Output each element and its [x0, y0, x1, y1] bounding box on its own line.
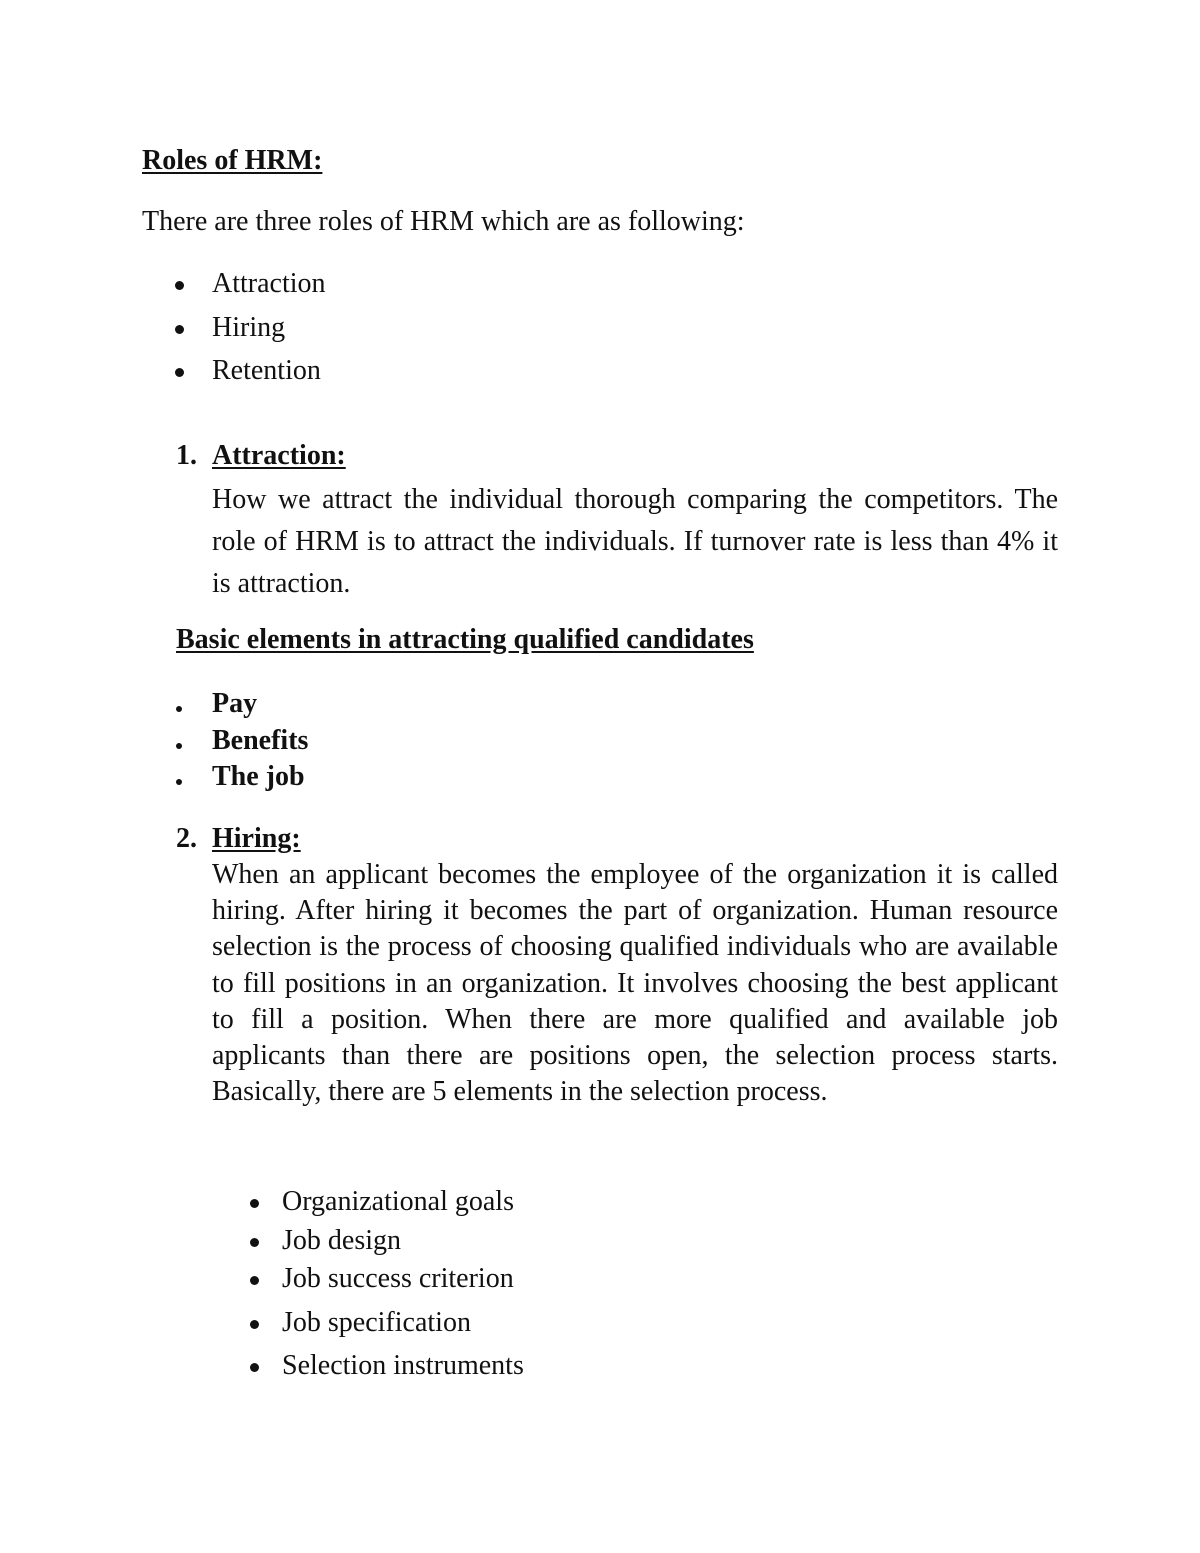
list-item-label: Attraction	[212, 268, 326, 299]
list-item-label: The job	[212, 761, 305, 792]
list-item-label: Retention	[212, 355, 321, 386]
list-item-label: Benefits	[212, 725, 309, 756]
bullet-icon	[175, 368, 184, 377]
section-heading: Hiring:	[212, 823, 301, 854]
list-item-label: Selection instruments	[282, 1350, 524, 1381]
section-body-text: How we attract the individual thorough comparing the competitors. The role of HRM is to attract the individuals. If turnover rate is less than 4% it is attraction.	[212, 484, 1058, 599]
list-item-label: Pay	[212, 688, 258, 719]
bullet-icon	[250, 1199, 259, 1208]
bullet-icon	[250, 1320, 259, 1329]
list-item-label: Hiring	[212, 312, 286, 343]
list-item-label: Job success criterion	[282, 1263, 514, 1294]
bullet-icon	[176, 779, 182, 785]
section-body-text: When an applicant becomes the employee of the organization it is called hiring. After hiring it becomes the part of organization. Human resource selection is the process of choosing qualified individuals who are available to fill positions in an organization. It involves choosing the best applicant to fill a position. When there are more qualified and available job applicants than there are positions open, the selection process starts. Basically, there are 5 elements in the selection process.	[212, 859, 1058, 1108]
section-body	[212, 479, 1058, 605]
list-item-label: Job specification	[282, 1307, 471, 1338]
section-body	[212, 857, 1058, 1110]
list-item-label: Job design	[282, 1225, 401, 1256]
section-heading: Attraction:	[212, 440, 346, 471]
section-number: 2.	[176, 823, 197, 854]
bullet-icon	[250, 1238, 259, 1247]
bullet-icon	[175, 325, 184, 334]
bullet-icon	[250, 1363, 259, 1372]
document-title: Roles of HRM:	[142, 145, 323, 176]
section-number: 1.	[176, 440, 197, 471]
intro-text: There are three roles of HRM which are as following:	[142, 206, 745, 237]
bullet-icon	[250, 1276, 259, 1285]
list-item-label: Organizational goals	[282, 1186, 514, 1217]
bullet-icon	[175, 281, 184, 290]
subheading: Basic elements in attracting qualified candidates	[176, 624, 754, 655]
bullet-icon	[176, 743, 182, 749]
bullet-icon	[176, 706, 182, 712]
